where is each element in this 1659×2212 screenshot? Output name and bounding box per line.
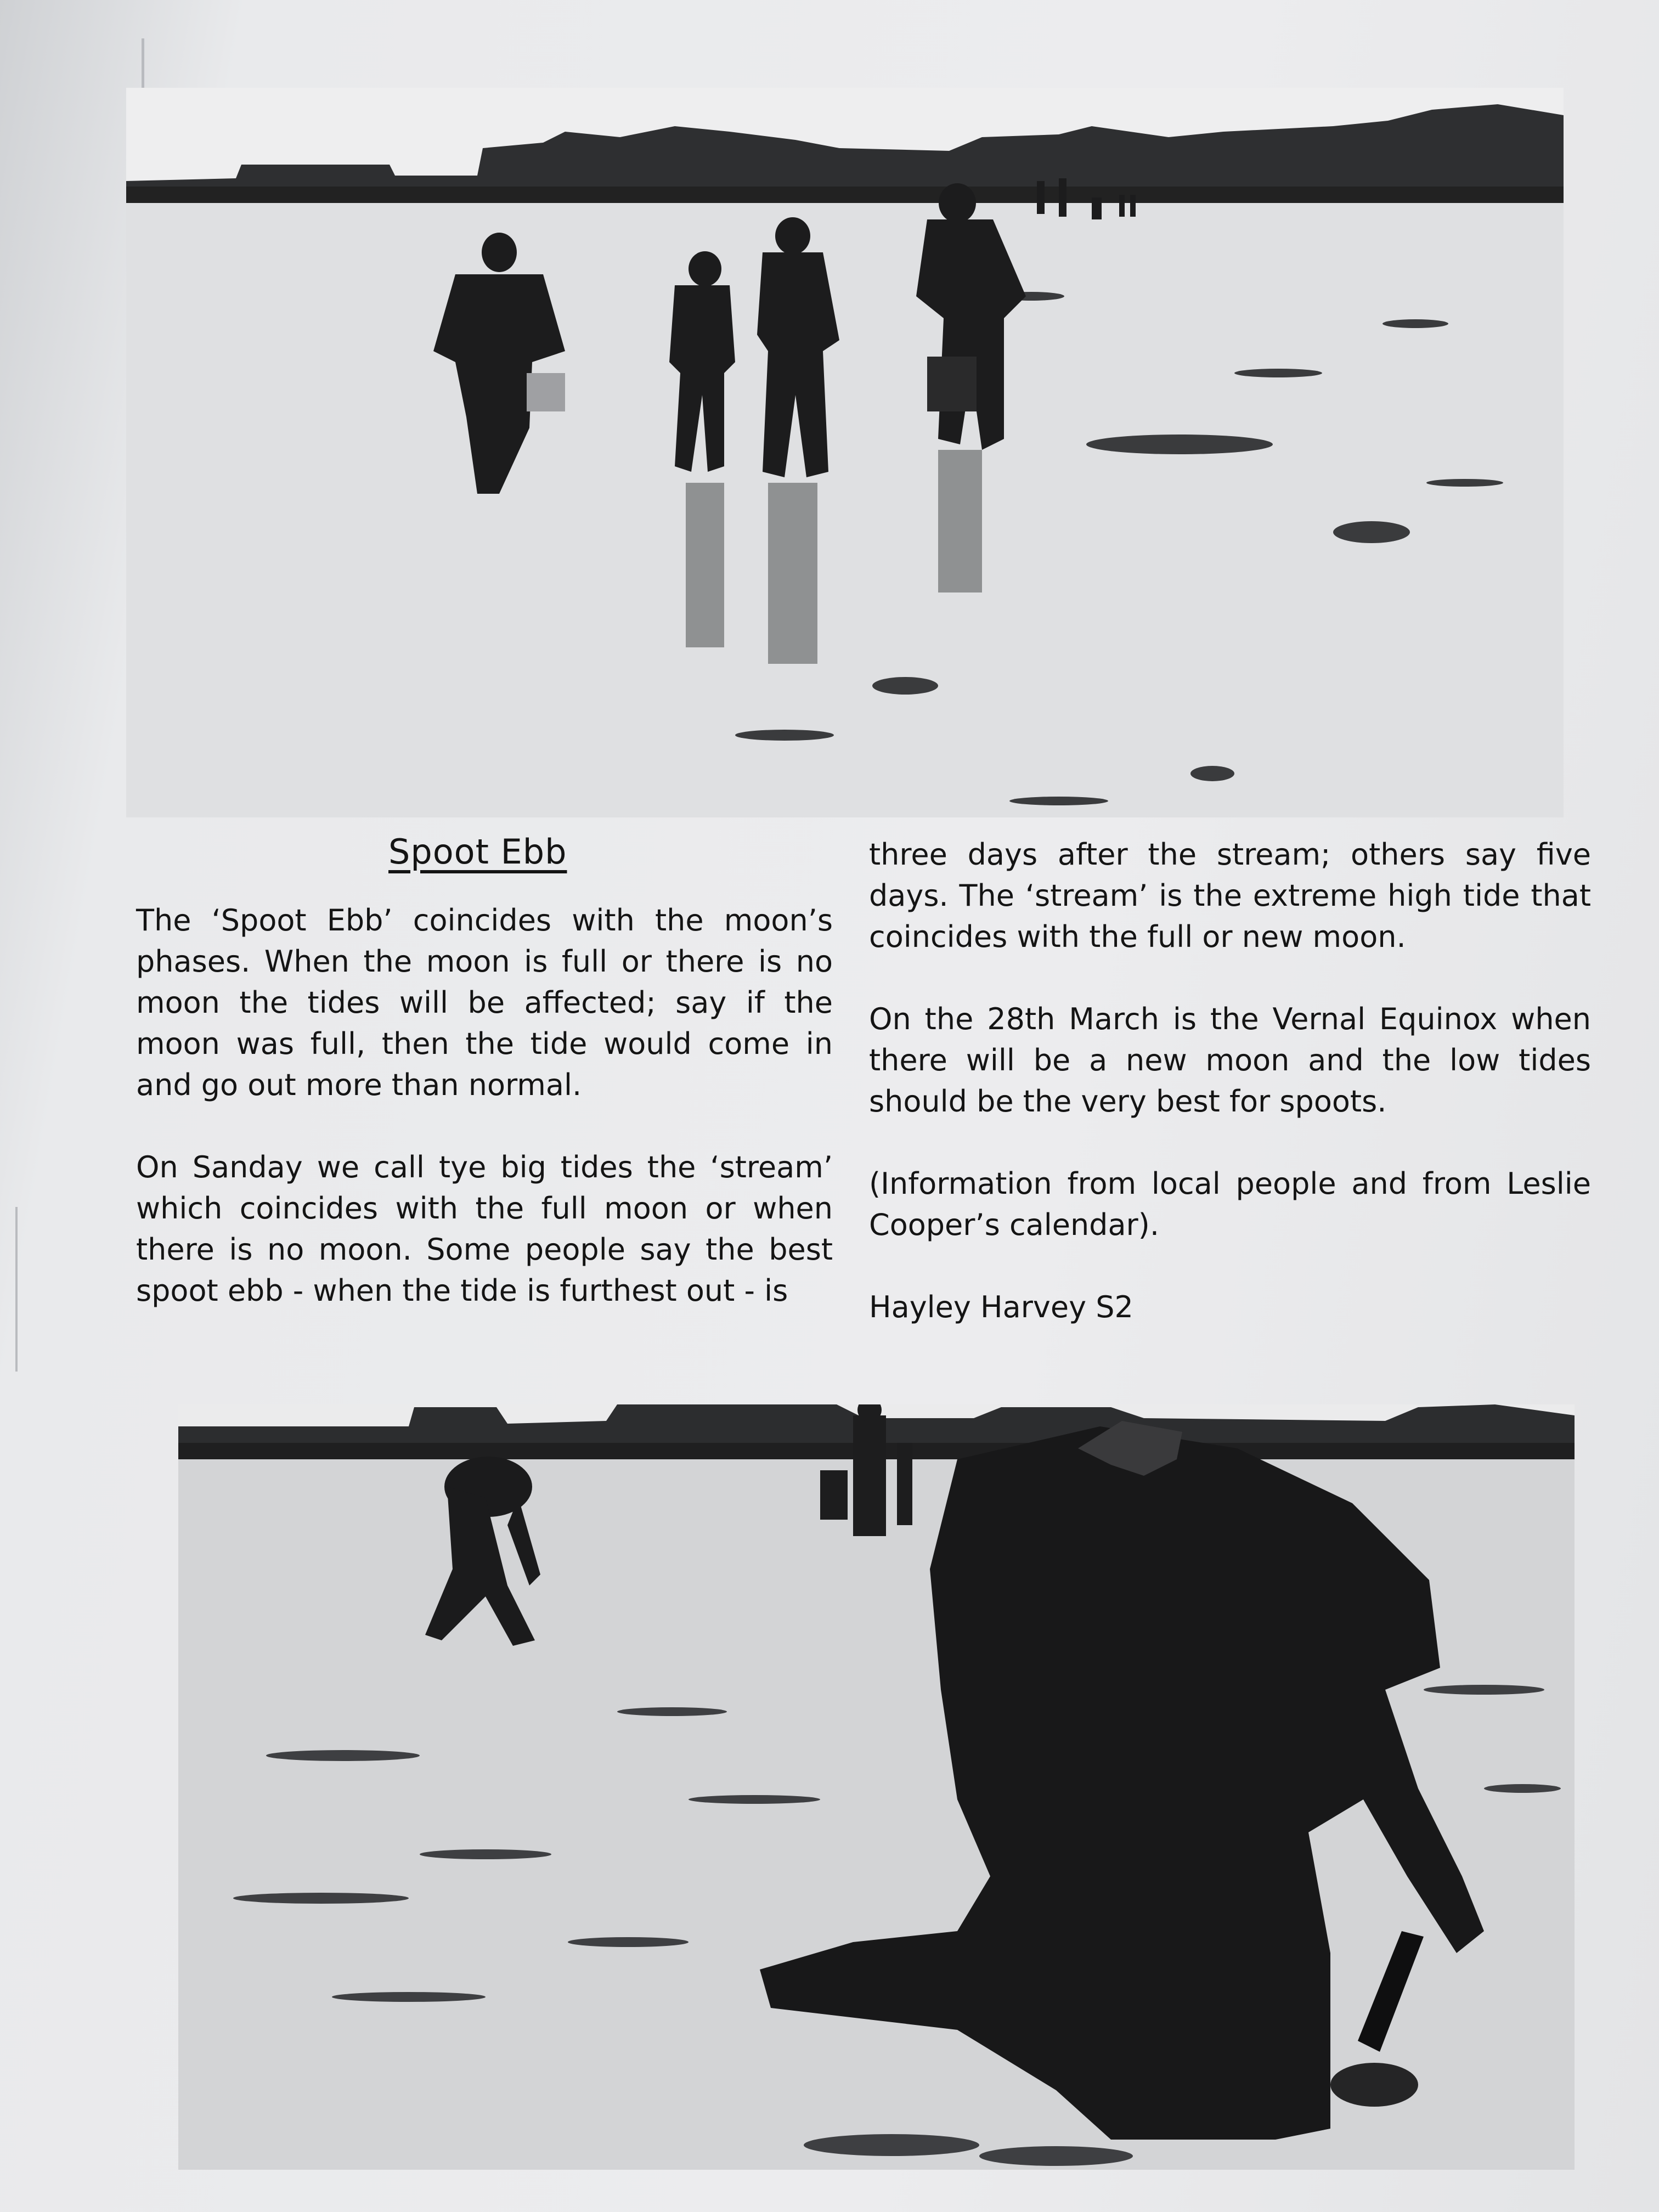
paragraph-spoot-ebb-moon: The ‘Spoot Ebb’ coincides with the moon’s phases. When the moon is full or there is no moon the tides will be affected; say if the moon was full, then the tide would come in and go out more than normal. bbox=[136, 903, 833, 1102]
paragraph-sanday-stream: On Sanday we call tye big tides the ‘stream’ which coincides with the full moon or when there is no moon. Some people say the best spoot ebb - when the tide is furthest out - is bbox=[136, 1150, 833, 1308]
article-byline: Hayley Harvey S2 bbox=[869, 1290, 1133, 1324]
article-column-left bbox=[136, 900, 833, 1311]
article-column-right bbox=[869, 834, 1591, 1328]
paragraph-stream-continued: three days after the stream; others say five days. The ‘stream’ is the extreme high tide that coincides with the full or new moon. bbox=[869, 837, 1591, 954]
paragraph-vernal-equinox: On the 28th March is the Vernal Equinox when there will be a new moon and the low tides should be the very best for spoots. bbox=[869, 1002, 1591, 1119]
beach-people-digging-photo-icon bbox=[178, 1404, 1575, 2170]
article-title: Spoot Ebb bbox=[388, 832, 567, 872]
bottom-photo-people-digging-on-beach bbox=[178, 1404, 1575, 2170]
paragraph-information-source: (Information from local people and from Leslie Cooper’s calendar). bbox=[869, 1166, 1591, 1242]
